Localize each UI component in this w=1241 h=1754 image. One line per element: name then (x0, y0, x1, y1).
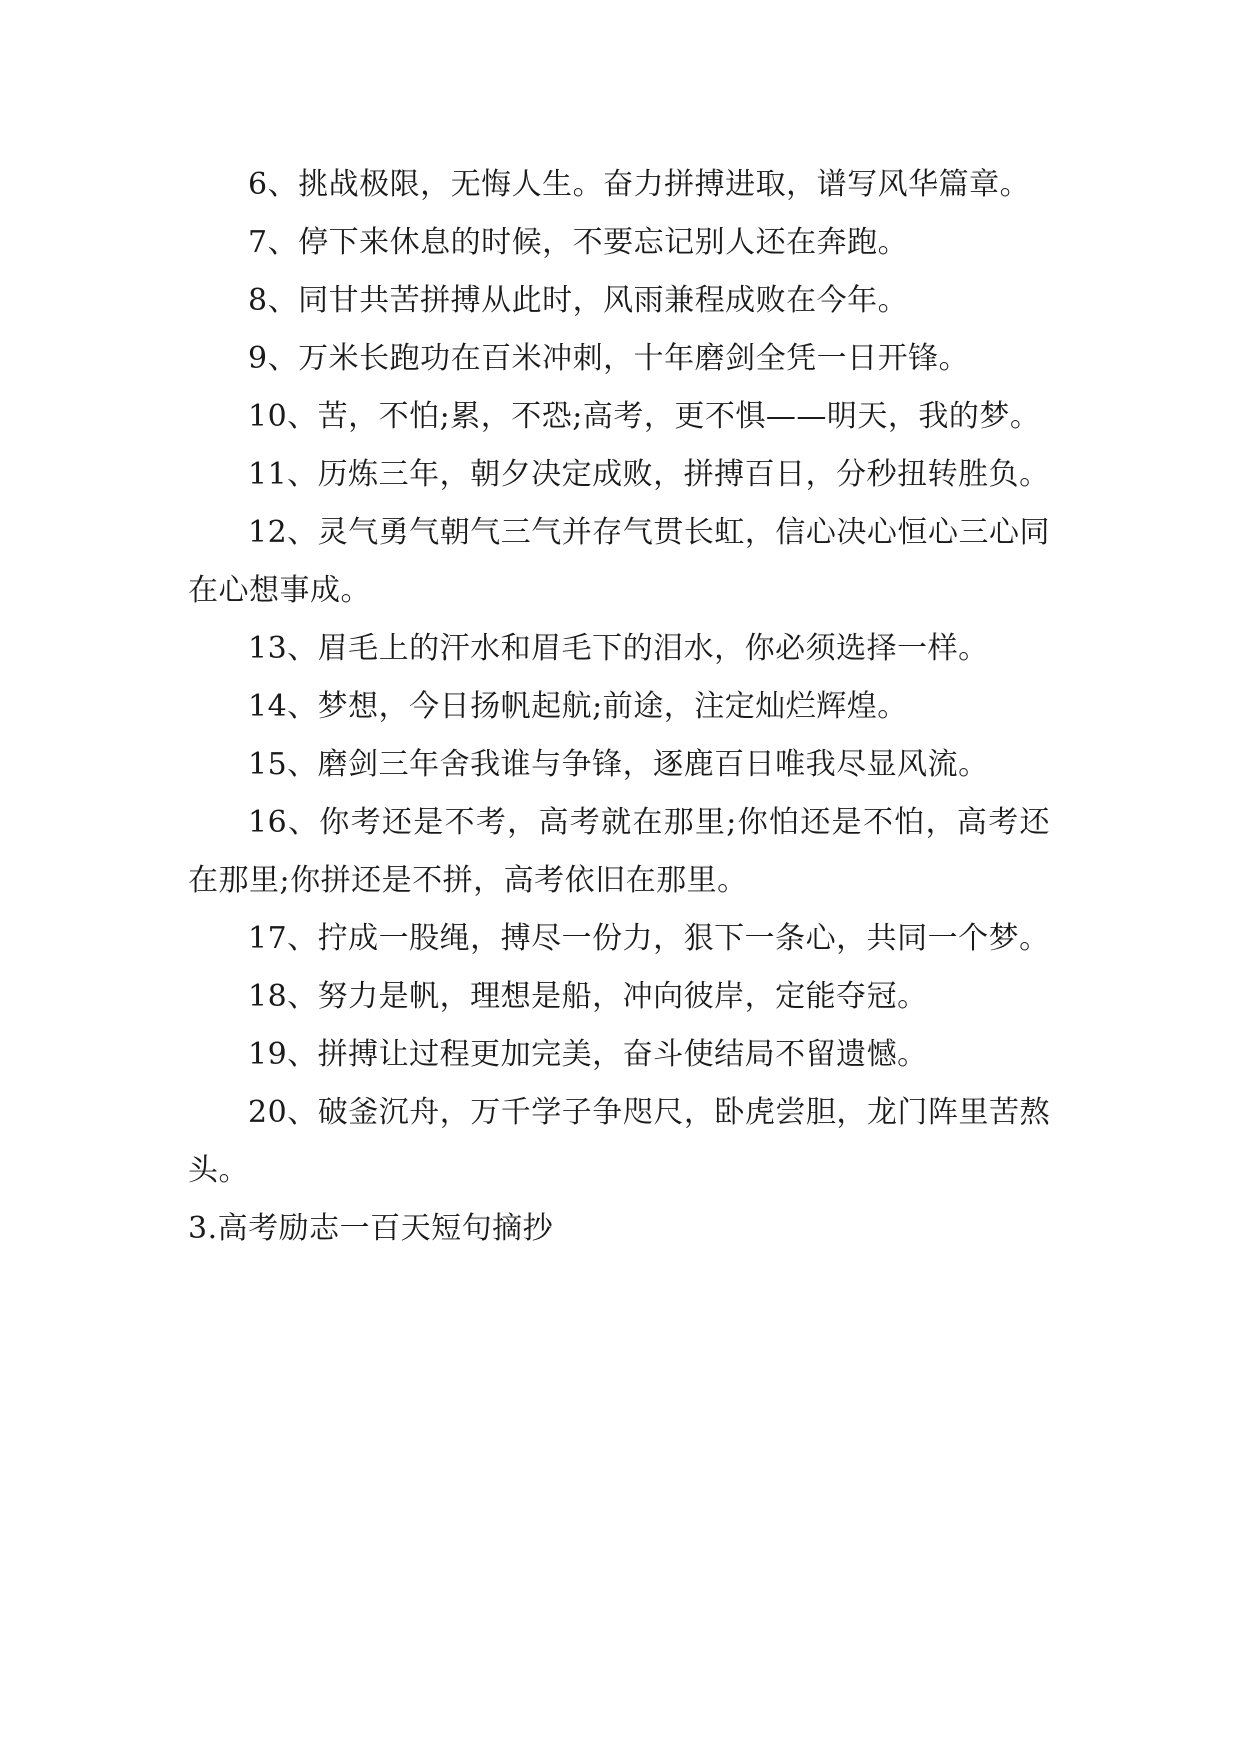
quote-paragraph: 10、苦，不怕;累，不恐;高考，更不惧——明天，我的梦。 (248, 399, 1041, 434)
quote-paragraph: 17、拧成一股绳，搏尽一份力，狠下一条心，共同一个梦。 (248, 921, 1050, 956)
quote-paragraph: 8、同甘共苦拼搏从此时，风雨兼程成败在今年。 (248, 283, 909, 318)
document-body (188, 156, 1050, 1258)
quote-paragraph: 11、历炼三年，朝夕决定成败，拼搏百日，分秒扭转胜负。 (248, 457, 1050, 492)
quote-paragraph: 12、灵气勇气朝气三气并存气贯长虹，信心决心恒心三心同在心想事成。 (188, 515, 1050, 608)
quote-paragraph: 16、你考还是不考，高考就在那里;你怕还是不怕，高考还在那里;你拼还是不拼，高考依旧在那里。 (188, 805, 1050, 898)
quote-paragraph: 14、梦想，今日扬帆起航;前途，注定灿烂辉煌。 (248, 689, 908, 724)
section-heading: 3.高考励志一百天短句摘抄 (188, 1211, 554, 1246)
quote-paragraph: 6、挑战极限，无悔人生。奋力拼搏进取，谱写风华篇章。 (248, 167, 1031, 202)
quote-paragraph: 20、破釜沉舟，万千学子争咫尺，卧虎尝胆，龙门阵里苦熬头。 (188, 1095, 1050, 1188)
quote-paragraph: 18、努力是帆，理想是船，冲向彼岸，定能夺冠。 (248, 979, 928, 1014)
quote-paragraph: 13、眉毛上的汗水和眉毛下的泪水，你必须选择一样。 (248, 631, 989, 666)
quote-paragraph: 15、磨剑三年舍我谁与争锋，逐鹿百日唯我尽显风流。 (248, 747, 989, 782)
quote-paragraph: 19、拼搏让过程更加完美，奋斗使结局不留遗憾。 (248, 1037, 928, 1072)
quote-paragraph: 9、万米长跑功在百米冲刺，十年磨剑全凭一日开锋。 (248, 341, 970, 376)
quote-paragraph: 7、停下来休息的时候，不要忘记别人还在奔跑。 (248, 225, 909, 260)
